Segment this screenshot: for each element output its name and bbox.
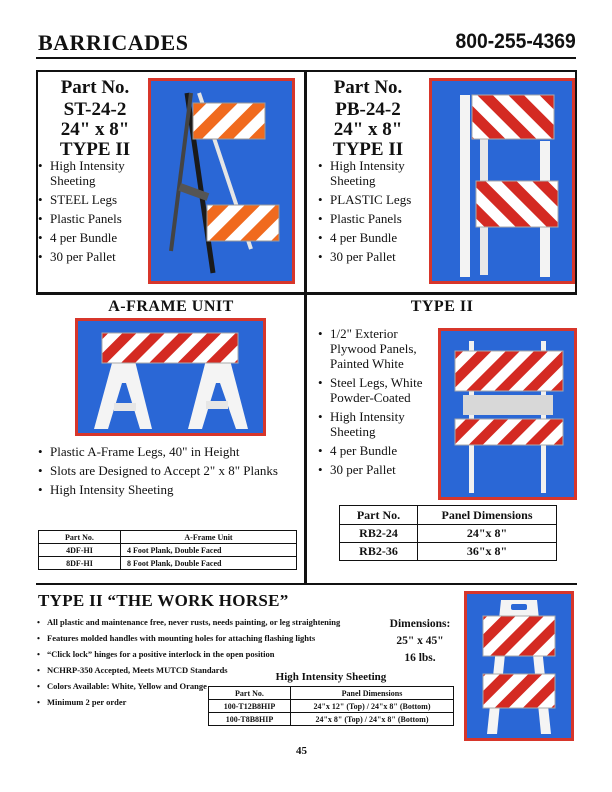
feature-item: • Steel Legs, White Powder-Coated (316, 375, 434, 405)
part-type: TYPE II (59, 139, 131, 160)
feature-item: • Minimum 2 per order (36, 697, 376, 708)
type-ii-photo (438, 328, 577, 500)
table-header: Panel Dimensions (418, 506, 557, 525)
type-ii-features (316, 326, 434, 481)
feature-item: • 30 per Pallet (316, 249, 426, 264)
table-cell: 4DF-HI (39, 544, 121, 557)
part-code: ST-24-2 (63, 99, 127, 120)
table-cell: 8 Foot Plank, Double Faced (121, 557, 297, 570)
table-header: Panel Dimensions (291, 687, 454, 700)
feature-item: • High Intensity Sheeting (316, 158, 426, 188)
plastic-leg-barricade-image (432, 81, 572, 281)
aframe-title: A-FRAME UNIT (108, 298, 234, 315)
work-horse-photo (464, 591, 574, 741)
product-pb-24-2 (313, 78, 423, 160)
feature-item: • NCHRP-350 Accepted, Meets MUTCD Standards (36, 665, 376, 676)
table-header: Part No. (39, 531, 121, 544)
feature-item: • “Click lock” hinges for a positive interlock in the open position (36, 649, 376, 660)
table-row (39, 557, 297, 570)
feature-item: • 1/2" Exterior Plywood Panels, Painted White (316, 326, 434, 371)
type-ii-table (339, 505, 557, 561)
table-row (39, 544, 297, 557)
feature-item: • PLASTIC Legs (316, 192, 426, 207)
vertical-divider (304, 70, 307, 583)
table-cell: RB2-36 (340, 543, 418, 561)
plywood-barricade-image (441, 331, 574, 497)
table-cell: 100-T8B8HIP (209, 713, 291, 726)
page-title: BARRICADES (38, 30, 189, 55)
table-row (340, 543, 557, 561)
dimensions-size: 25" x 45" (396, 635, 444, 647)
part-size: 24" x 8" (60, 119, 130, 140)
table-cell: 4 Foot Plank, Double Faced (121, 544, 297, 557)
dimensions-weight: 16 lbs. (404, 652, 436, 664)
feature-item: • All plastic and maintenance free, never rusts, needs painting, or leg straightening (36, 617, 376, 628)
table-header: Part No. (209, 687, 291, 700)
work-horse-title: TYPE II “THE WORK HORSE” (38, 591, 289, 610)
feature-item: • 4 per Bundle (36, 230, 152, 245)
bottom-rule (36, 583, 577, 585)
feature-item: • High Intensity Sheeting (316, 409, 434, 439)
part-label: Part No. (60, 77, 130, 98)
dimensions-block (378, 616, 462, 667)
table-cell: 36"x 8" (418, 543, 557, 561)
table-header: A-Frame Unit (121, 531, 297, 544)
phone-number: 800-255-4369 (455, 30, 576, 53)
aframe-barricade-image (78, 321, 263, 433)
pb-24-2-photo (429, 78, 575, 284)
product-pb-24-2-features (316, 158, 426, 268)
feature-item: • High Intensity Sheeting (36, 158, 152, 188)
part-type: TYPE II (332, 139, 404, 160)
feature-item: • 4 per Bundle (316, 443, 434, 458)
table-cell: 8DF-HI (39, 557, 121, 570)
table-cell: 24"x 8" (Top) / 24"x 8" (Bottom) (291, 713, 454, 726)
work-horse-barricade-image (467, 594, 571, 738)
st-24-2-photo (148, 78, 295, 284)
table-cell: RB2-24 (340, 525, 418, 543)
feature-item: • 4 per Bundle (316, 230, 426, 245)
dimensions-label: Dimensions: (389, 618, 451, 630)
feature-item: • Colors Available: White, Yellow and Orange (36, 681, 376, 692)
aframe-photo (75, 318, 266, 436)
work-horse-table-caption: High Intensity Sheeting (275, 671, 387, 683)
type-ii-title: TYPE II (410, 298, 474, 315)
right-box-edge (575, 70, 577, 295)
feature-item: • Slots are Designed to Accept 2" x 8" Planks (36, 463, 302, 478)
feature-item: • High Intensity Sheeting (36, 482, 302, 497)
feature-item: • STEEL Legs (36, 192, 152, 207)
part-size: 24" x 8" (333, 119, 403, 140)
table-row (209, 713, 454, 726)
table-row (340, 525, 557, 543)
feature-item: • 30 per Pallet (36, 249, 152, 264)
table-row (209, 700, 454, 713)
feature-item: • Features molded handles with mounting holes for attaching flashing lights (36, 633, 376, 644)
page-number: 45 (296, 745, 307, 757)
aframe-features (36, 444, 302, 501)
work-horse-table (208, 686, 454, 726)
part-label: Part No. (333, 77, 403, 98)
table-header: Part No. (340, 506, 418, 525)
aframe-table (38, 530, 297, 570)
steel-leg-barricade-image (151, 81, 292, 281)
part-code: PB-24-2 (335, 99, 401, 120)
table-cell: 24"x 12" (Top) / 24"x 8" (Bottom) (291, 700, 454, 713)
table-cell: 100-T12B8HIP (209, 700, 291, 713)
feature-item: • Plastic Panels (316, 211, 426, 226)
feature-item: • Plastic Panels (36, 211, 152, 226)
table-cell: 24"x 8" (418, 525, 557, 543)
product-st-24-2 (40, 78, 150, 160)
product-st-24-2-features (36, 158, 152, 268)
header-rule (36, 57, 576, 59)
feature-item: • Plastic A-Frame Legs, 40" in Height (36, 444, 302, 459)
feature-item: • 30 per Pallet (316, 462, 434, 477)
